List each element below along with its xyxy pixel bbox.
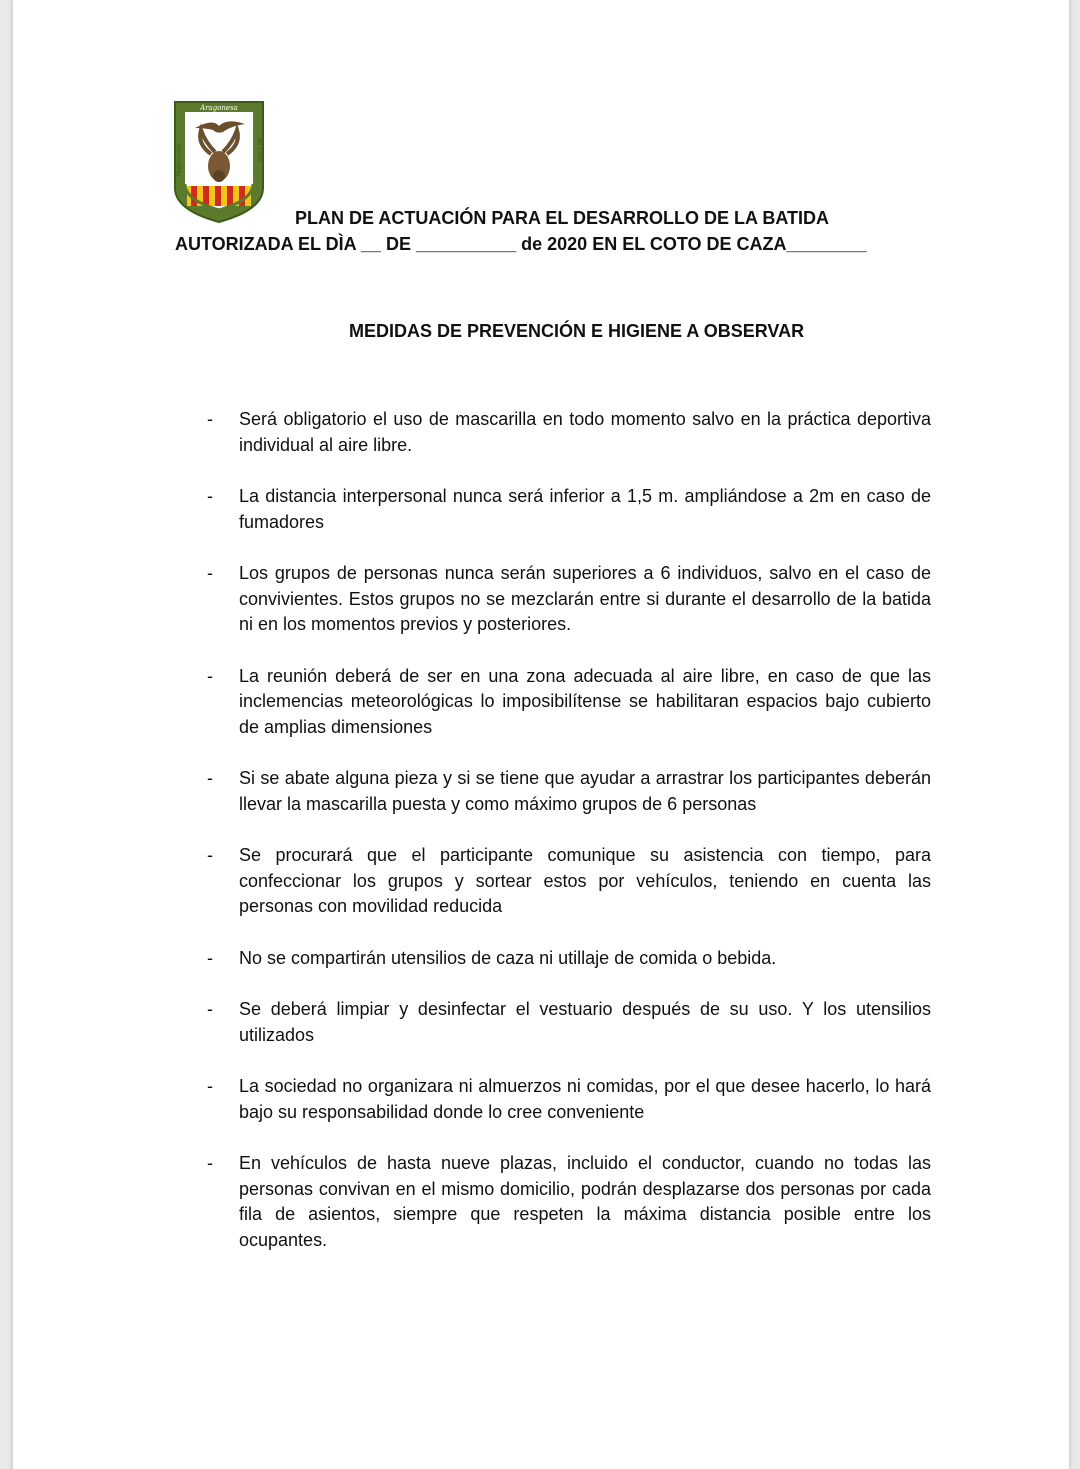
bullet-dash: - <box>207 845 213 865</box>
list-item <box>203 407 931 458</box>
list-item <box>203 997 931 1048</box>
list-item <box>203 561 931 638</box>
bullet-dash: - <box>207 1076 213 1096</box>
measures-list <box>203 407 931 1279</box>
federation-logo <box>173 100 265 224</box>
list-item <box>203 1074 931 1125</box>
bullet-dash: - <box>207 999 213 1019</box>
shield-logo-icon <box>173 100 265 224</box>
document-page <box>12 0 1070 1469</box>
list-item <box>203 766 931 817</box>
list-item <box>203 946 931 972</box>
list-item <box>203 1151 931 1253</box>
bullet-dash: - <box>207 947 213 968</box>
measure-text: En vehículos de hasta nueve plazas, incluido el conductor, cuando no todas las personas convivan en el mismo domicilio, podrán desplazarse dos personas por cada fila de asientos, siempre que respeten la máxima distancia posible entre los ocupantes. <box>239 1153 931 1250</box>
measure-text: La distancia interpersonal nunca será inferior a 1,5 m. ampliándose a 2m en caso de fumadores <box>239 486 931 532</box>
measure-text: Si se abate alguna pieza y si se tiene que ayudar a arrastrar los participantes deberán llevar la mascarilla puesta y como máximo grupos de 6 personas <box>239 768 931 814</box>
section-subtitle: MEDIDAS DE PREVENCIÓN E HIGIENE A OBSERVAR <box>349 321 805 341</box>
measure-text: Será obligatorio el uso de mascarilla en todo momento salvo en la práctica deportiva individual al aire libre. <box>239 409 931 455</box>
svg-text:Aragonesa: Aragonesa <box>200 104 238 112</box>
document-title-line-1: PLAN DE ACTUACIÓN PARA EL DESARROLLO DE LA BATIDA <box>295 208 829 228</box>
measure-text: Se procurará que el participante comunique su asistencia con tiempo, para confeccionar los grupos y sortear estos por vehículos, teniendo en cuenta las personas con movilidad reducida <box>239 845 931 916</box>
list-item <box>203 484 931 535</box>
measure-text: Se deberá limpiar y desinfectar el vestuario después de su uso. Y los utensilios utilizados <box>239 999 931 1045</box>
measure-text: La reunión deberá de ser en una zona adecuada al aire libre, en caso de que las inclemencias meteorológicas lo imposibilítense se habilitaran espacios bajo cubierto de amplias dimensiones <box>239 665 931 737</box>
bullet-dash: - <box>207 768 213 788</box>
measure-text: La sociedad no organizara ni almuerzos ni comidas, por el que desee hacerlo, lo hará bajo su responsabilidad donde lo cree conveniente <box>239 1076 931 1122</box>
list-item <box>203 843 931 920</box>
measure-text: Los grupos de personas nunca serán superiores a 6 individuos, salvo en el caso de convivientes. Estos grupos no se mezclarán entre si durante el desarrollo de la batida ni en los momentos previos y posteriores. <box>239 563 931 634</box>
bullet-dash: - <box>207 665 213 686</box>
list-item <box>203 664 931 741</box>
document-title-line-2: AUTORIZADA EL DÌA __ DE __________ de 2020 EN EL COTO DE CAZA________ <box>175 234 867 254</box>
bullet-dash: - <box>207 409 213 429</box>
svg-text:Federación: Federación <box>176 143 183 177</box>
bullet-dash: - <box>207 563 213 583</box>
bullet-dash: - <box>207 1153 213 1173</box>
bullet-dash: - <box>207 486 213 506</box>
measure-text: No se compartirán utensilios de caza ni utillaje de comida o bebida. <box>239 947 777 968</box>
svg-text:de Caza: de Caza <box>256 137 263 163</box>
